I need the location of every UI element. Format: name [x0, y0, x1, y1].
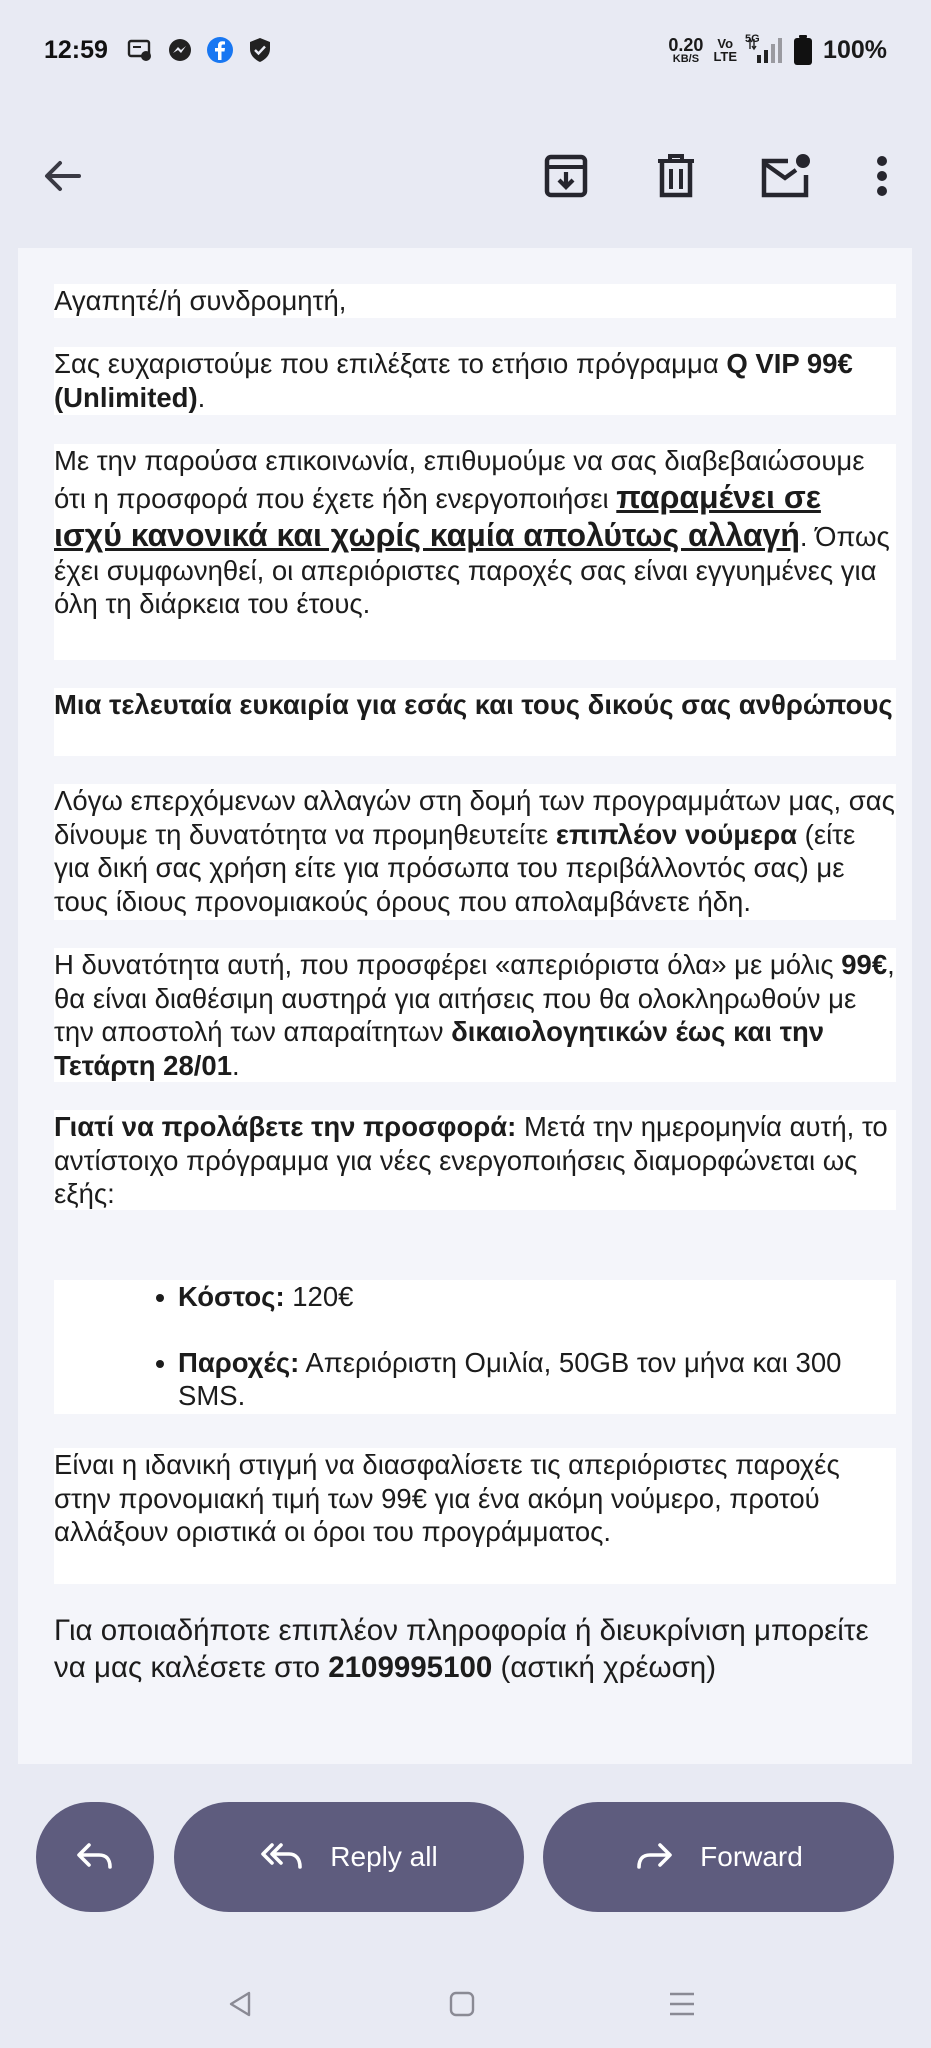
reply-icon: [75, 1841, 115, 1873]
reply-all-button[interactable]: [174, 1802, 524, 1912]
email-body: [18, 248, 912, 1764]
nav-back-button[interactable]: [218, 1982, 262, 2026]
paragraph-contact: [54, 1612, 896, 1686]
more-options-button[interactable]: [854, 148, 910, 204]
back-button[interactable]: [34, 148, 90, 204]
signal-5g-icon: [747, 35, 783, 65]
p6-text: Είναι η ιδανική στιγμή να διασφαλίσετε τις απεριόριστες παροχές στην προνομιακή τιμή των 99€ για ένα ακόμη νούμερο, προτού αλλάξουν οριστικά οι όροι του προγράμματος.: [54, 1449, 840, 1547]
more-vert-icon: [875, 155, 889, 197]
archive-icon: [543, 153, 589, 199]
p4-end: .: [232, 1049, 240, 1081]
cost-value: 120€: [284, 1281, 354, 1312]
messenger-icon: [166, 36, 194, 64]
delete-icon: [656, 153, 696, 199]
nav-home-button[interactable]: [440, 1982, 484, 2026]
benefits-label: Παροχές:: [178, 1346, 300, 1378]
list-item-benefits: [178, 1346, 896, 1413]
why-label: Γιατί να προλάβετε την προσφορά:: [54, 1111, 517, 1142]
battery-percent: 100%: [823, 35, 887, 64]
p1-end: .: [197, 381, 206, 413]
status-left: [44, 36, 274, 65]
network-type: 5G: [745, 33, 760, 45]
section-heading: [54, 688, 896, 756]
reply-all-label: Reply all: [330, 1841, 438, 1872]
p3-text: Λόγω επερχόμενων αλλαγών στη δομή των προγραμμάτων μας, σας δίνουμε τη δυνατότητα να προμηθευτείτε: [54, 785, 895, 850]
email-toolbar: [0, 120, 931, 230]
deadline: δικαιολογητικών έως και την Τετάρτη 28/01: [54, 1016, 825, 1081]
nav-recents-icon: [666, 1989, 698, 2019]
price: 99€: [841, 949, 888, 980]
reply-all-icon: [260, 1841, 304, 1873]
phone-number[interactable]: 2109995100: [328, 1651, 493, 1684]
greeting-text: Αγαπητέ/ή συνδρομητή,: [54, 285, 347, 316]
emphasized-statement: παραμένει σε ισχύ κανονικά και χωρίς καμία απολύτως αλλαγή: [54, 478, 821, 553]
paragraph-ideal-moment: [54, 1448, 896, 1584]
delete-button[interactable]: [648, 148, 704, 204]
p2-text: Με την παρούσα επικοινωνία, επιθυμούμε να σας διαβεβαιώσουμε ότι η προσφορά που έχετε ήδη ενεργοποιήσει: [54, 445, 865, 514]
system-nav-bar: [0, 1960, 931, 2048]
reply-button[interactable]: [36, 1802, 154, 1912]
p4-text: Η δυνατότητα αυτή, που προσφέρει «απεριόριστα όλα» με μόλις: [54, 949, 842, 980]
volte-bottom: LTE: [713, 49, 738, 64]
p2-end: . Όπως έχει συμφωνηθεί, οι απεριόριστες παροχές σας είναι εγγυημένες για όλη τη διάρκεια του έτους.: [54, 520, 890, 619]
paragraph-assurance: [54, 444, 896, 660]
p1-text: Σας ευχαριστούμε που επιλέξατε το ετήσιο πρόγραμμα: [54, 348, 727, 379]
status-right: [668, 35, 887, 65]
p4-mid: , θα είναι διαθέσιμη αυστηρά για αιτήσεις που θα ολοκληρωθούν με την αποστολή των απαραίτητων: [54, 949, 895, 1047]
p5-text: Μετά την ημερομηνία αυτή, το αντίστοιχο πρόγραμμα για νέες ενεργοποιήσεις διαμορφώνεται ως εξής:: [54, 1111, 888, 1209]
network-speed-value: 0.20: [668, 34, 704, 55]
facebook-icon: [206, 36, 234, 64]
forward-button[interactable]: [543, 1802, 894, 1912]
mark-unread-button[interactable]: [758, 148, 814, 204]
status-bar: [0, 0, 931, 100]
benefits-value: Απεριόριστη Ομιλία, 50GB τον μήνα και 300 SMS.: [178, 1346, 842, 1411]
nav-home-icon: [447, 1989, 477, 2019]
status-time: 12:59: [44, 35, 108, 64]
plan-details-list: [54, 1280, 896, 1414]
p7-text: Για οποιαδήποτε επιπλέον πληροφορία ή διευκρίνιση μπορείτε να μας καλέσετε στο: [54, 1614, 869, 1684]
volte-indicator: [713, 37, 737, 63]
mark-unread-icon: [760, 153, 812, 199]
forward-icon: [634, 1841, 674, 1873]
archive-button[interactable]: [538, 148, 594, 204]
nav-recents-button[interactable]: [660, 1982, 704, 2026]
paragraph-deadline: [54, 948, 896, 1082]
battery-icon: [793, 36, 813, 64]
p7-end: (αστική χρέωση): [492, 1651, 717, 1684]
p3-end: (είτε για δική σας χρήση είτε για πρόσωπα του περιβάλλοντός σας) με τους ίδιους προνομιακούς όρους που απολαμβάνετε ήδη.: [54, 818, 856, 917]
plan-name: Q VIP 99€ (Unlimited): [54, 348, 853, 413]
shield-notification-icon: [246, 36, 274, 64]
back-arrow-icon: [41, 155, 83, 197]
nav-back-icon: [225, 1989, 255, 2019]
paragraph-thanks: [54, 347, 896, 415]
list-item-cost: [178, 1280, 896, 1314]
forward-label: Forward: [700, 1841, 803, 1872]
extra-numbers: επιπλέον νούμερα: [555, 818, 798, 850]
heading-text: Μια τελευταία ευκαιρία για εσάς και τους δικούς σας ανθρώπους: [54, 689, 893, 720]
greeting: [54, 284, 896, 318]
network-speed: [668, 36, 703, 65]
paragraph-why: [54, 1110, 896, 1210]
paragraph-extra-numbers: [54, 784, 896, 920]
network-speed-unit: KB/S: [672, 52, 700, 65]
cost-label: Κόστος:: [178, 1281, 285, 1312]
screenshot-notification-icon: [126, 36, 154, 64]
volte-top: Vo: [717, 36, 734, 51]
